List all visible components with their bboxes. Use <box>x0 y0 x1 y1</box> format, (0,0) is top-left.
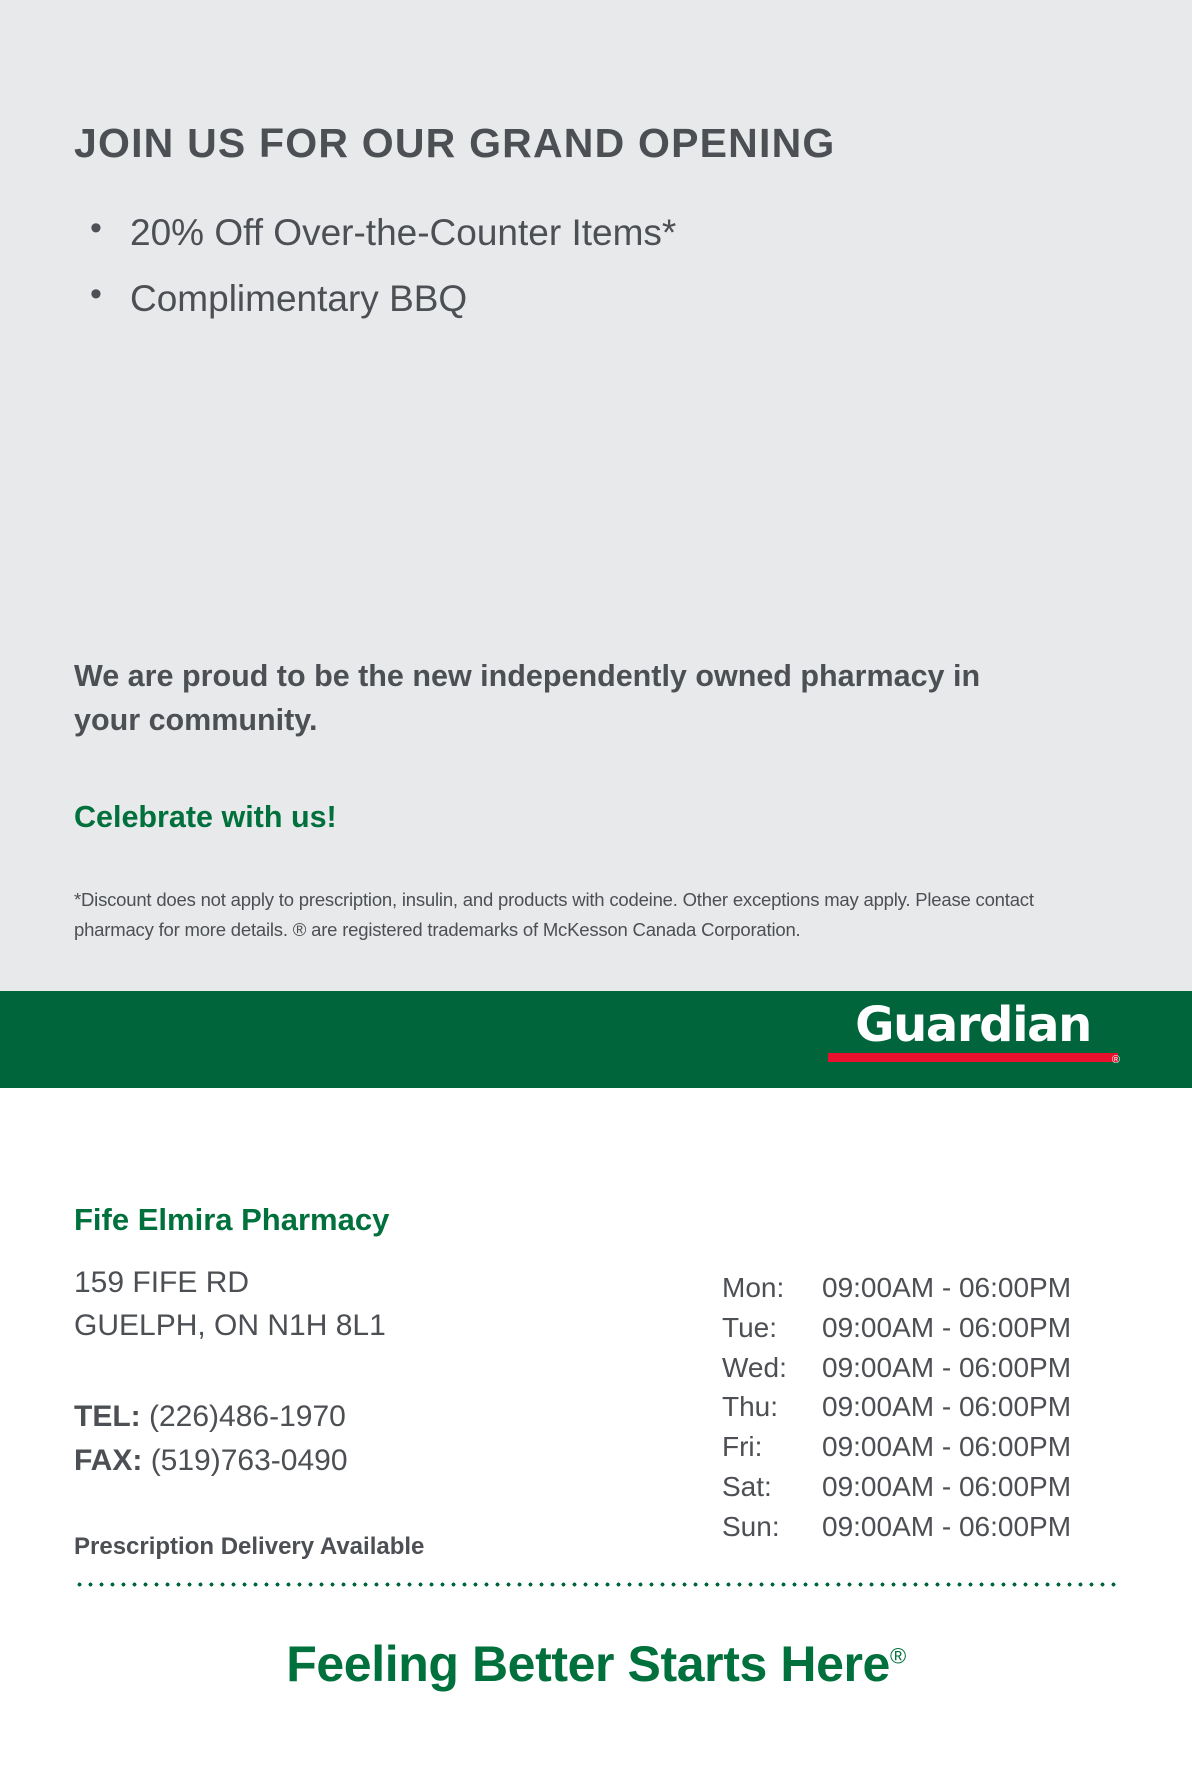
fax-row <box>74 1439 348 1483</box>
telephone-value: (226)486-1970 <box>149 1400 346 1433</box>
proud-statement: We are proud to be the new independently owned pharmacy in your community. <box>74 659 981 737</box>
page-title: JOIN US FOR OUR GRAND OPENING <box>74 120 836 166</box>
celebrate-heading: Celebrate with us! <box>74 800 337 834</box>
divider <box>74 1582 1118 1587</box>
fax-value: (519)763-0490 <box>150 1443 348 1477</box>
tagline-text: Feeling Better Starts Here <box>286 1636 890 1692</box>
hours-day: Wed: <box>722 1351 787 1383</box>
registered-mark-icon: ® <box>889 1643 906 1669</box>
hours-time: 09:00AM - 06:00PM <box>822 1391 1072 1423</box>
disclaimer-text: *Discount does not apply to prescription, insulin, and products with codeine. Other exceptions may apply. Please contact pharmacy for more details. ® are registered trademarks of McKesson Canada Corporation. <box>74 889 1034 940</box>
table-row <box>722 1348 1071 1388</box>
registered-mark-icon: ® <box>1111 1054 1120 1067</box>
table-row <box>722 1467 1071 1507</box>
hours-day: Sat: <box>722 1470 772 1502</box>
list-item: • Complimentary BBQ <box>74 266 1118 332</box>
address-line-1: 159 FIFE RD <box>74 1266 250 1299</box>
table-row <box>722 1507 1071 1547</box>
fax-label: FAX: <box>74 1443 143 1477</box>
table-row <box>722 1387 1071 1427</box>
telephone-label: TEL: <box>74 1400 141 1433</box>
guardian-wordmark: Guardian <box>855 997 1091 1053</box>
hours-time: 09:00AM - 06:00PM <box>822 1311 1072 1343</box>
hours-day: Tue: <box>722 1311 777 1343</box>
hours-time: 09:00AM - 06:00PM <box>822 1510 1072 1542</box>
store-hours-table <box>722 1268 1071 1546</box>
hours-time: 09:00AM - 06:00PM <box>822 1431 1072 1462</box>
hours-time: 09:00AM - 06:00PM <box>822 1470 1072 1502</box>
guardian-logo <box>828 997 1120 1067</box>
hours-day: Thu: <box>722 1391 779 1423</box>
table-row <box>722 1427 1071 1467</box>
store-name: Fife Elmira Pharmacy <box>74 1202 390 1237</box>
telephone-row <box>74 1395 348 1439</box>
hours-day: Sun: <box>722 1510 780 1542</box>
hours-day: Fri: <box>722 1431 763 1462</box>
table-row <box>722 1268 1071 1308</box>
list-item: • 20% Off Over-the-Counter Items* <box>74 200 1118 266</box>
store-address <box>74 1262 386 1347</box>
hours-time: 09:00AM - 06:00PM <box>822 1351 1072 1383</box>
store-contact <box>74 1395 348 1482</box>
hours-day: Mon: <box>722 1272 785 1303</box>
tagline <box>0 1635 1192 1693</box>
table-row <box>722 1308 1071 1348</box>
hours-time: 09:00AM - 06:00PM <box>822 1272 1072 1303</box>
offer-list <box>74 200 1118 332</box>
delivery-note: Prescription Delivery Available <box>74 1533 425 1560</box>
address-line-2: GUELPH, ON N1H 8L1 <box>74 1308 386 1342</box>
guardian-underline <box>828 1053 1120 1067</box>
